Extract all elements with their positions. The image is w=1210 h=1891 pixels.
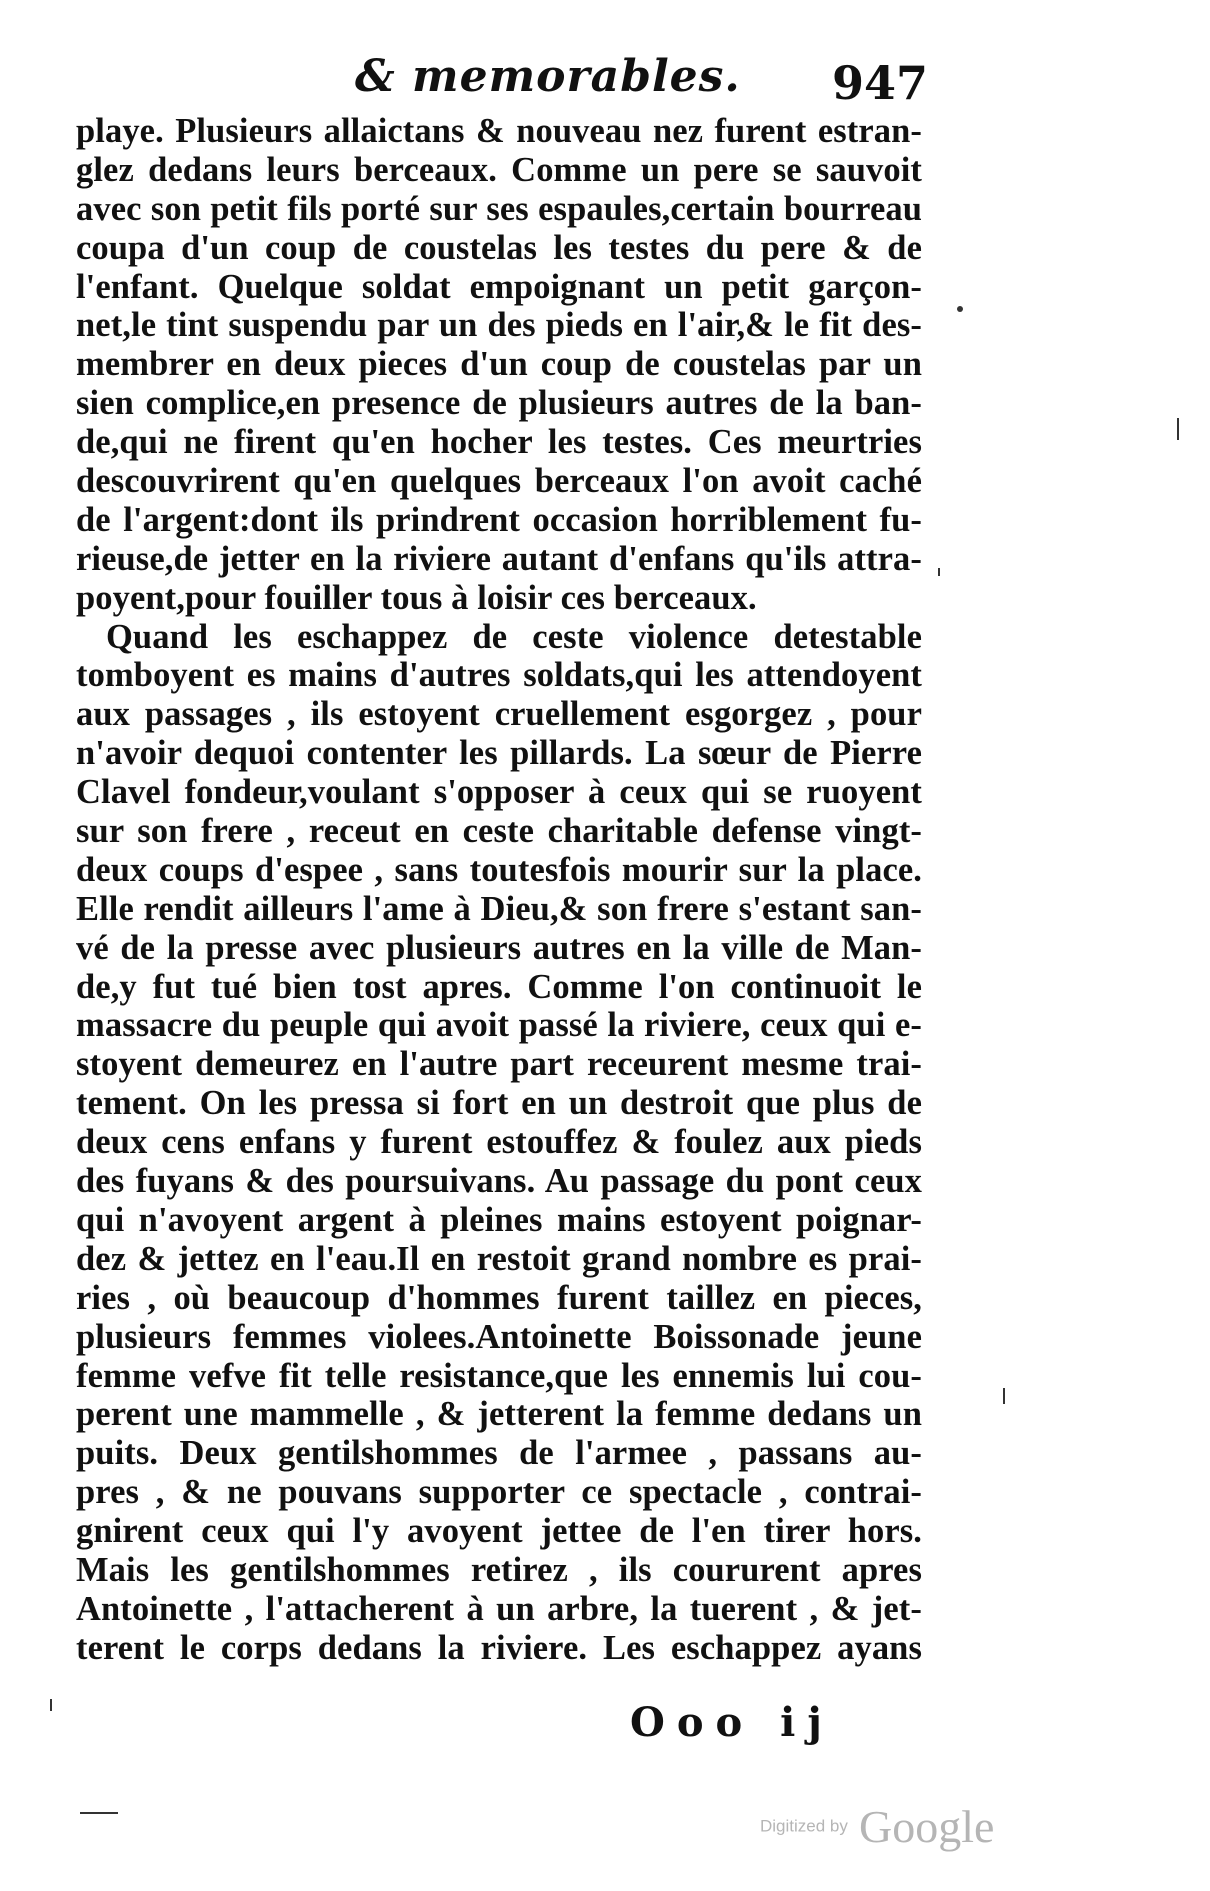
- text-line: net,le tint suspendu par un des pieds en l'air,& le fit des-: [76, 306, 922, 345]
- text-line: playe. Plusieurs allaictans & nouveau nez furent estran-: [76, 112, 922, 150]
- text-line: de l'argent:dont ils prindrent occasion horriblement fu-: [76, 500, 922, 539]
- text-line: deux coups d'espee , sans toutesfois mourir sur la place.: [76, 850, 922, 889]
- text-line: deux cens enfans y furent estouffez & foulez aux pieds: [76, 1123, 922, 1162]
- text-line: membrer en deux pieces d'un coup de coustelas par un: [76, 345, 922, 384]
- text-line: pres , & ne pouvans supporter ce spectacle , contrai-: [76, 1473, 922, 1512]
- scan-speck: [1177, 418, 1179, 440]
- text-line: gnirent ceux qui l'y avoyent jettee de l'en tirer hors.: [76, 1512, 922, 1551]
- text-line: sien complice,en presence de plusieurs autres de la ban-: [76, 384, 922, 423]
- running-title: & memorables.: [355, 51, 741, 102]
- text-line: n'avoir dequoi contenter les pillards. La sœur de Pierre: [76, 734, 922, 773]
- text-line: puits. Deux gentilshommes de l'armee , passans au-: [76, 1434, 922, 1473]
- page-number: 947: [832, 56, 929, 110]
- text-line: de,qui ne firent qu'en hocher les testes. Ces meurtries: [76, 423, 922, 462]
- text-line: rieuse,de jetter en la riviere autant d'enfans qu'ils attra-: [76, 539, 922, 578]
- text-line: coupa d'un coup de coustelas les testes du pere & de: [76, 228, 922, 267]
- text-line: descouvrirent qu'en quelques berceaux l'on avoit caché: [76, 462, 922, 501]
- text-line: dez & jettez en l'eau.Il en restoit grand nombre es prai-: [76, 1239, 922, 1278]
- text-line: Clavel fondeur,voulant s'opposer à ceux qui se ruoyent: [76, 773, 922, 812]
- text-line: femme vefve fit telle resistance,que les ennemis lui cou-: [76, 1356, 922, 1395]
- scan-speck: [957, 306, 963, 312]
- scan-speck: [938, 568, 940, 576]
- text-line: des fuyans & des poursuivans. Au passage du pont ceux: [76, 1162, 922, 1201]
- text-line: Elle rendit ailleurs l'ame à Dieu,& son frere s'estant san-: [76, 889, 922, 928]
- google-logo: Google: [858, 1801, 995, 1852]
- signature-mark: Ooo ij: [630, 1699, 834, 1746]
- text-line: glez dedans leurs berceaux. Comme un pere se sauvoit: [76, 150, 922, 189]
- text-line: Mais les gentilshommes retirez , ils coururent apres: [76, 1550, 922, 1589]
- text-line: Antoinette , l'attacherent à un arbre, la tuerent , & jet-: [76, 1589, 922, 1628]
- scan-speck: [1003, 1388, 1005, 1404]
- text-line: massacre du peuple qui avoit passé la riviere, ceux qui e-: [76, 1006, 922, 1045]
- text-line: vé de la presse avec plusieurs autres en la ville de Man-: [76, 928, 922, 967]
- text-line: aux passages , ils estoyent cruellement esgorgez , pour: [76, 695, 922, 734]
- text-line: de,y fut tué bien tost apres. Comme l'on continuoit le: [76, 967, 922, 1006]
- text-line: Quand les eschappez de ceste violence detestable: [106, 617, 922, 656]
- text-line: plusieurs femmes violees.Antoinette Boissonade jeune: [76, 1317, 922, 1356]
- text-line: perent une mammelle , & jetterent la femme dedans un: [76, 1395, 922, 1434]
- body-text: [76, 112, 922, 1668]
- text-line: sur son frere , receut en ceste charitable defense vingt-: [76, 812, 922, 851]
- watermark-prefix: Digitized by: [760, 1816, 848, 1836]
- scan-speck: [80, 1812, 118, 1814]
- text-line: terent le corps dedans la riviere. Les eschappez ayans: [76, 1628, 922, 1667]
- text-line: tement. On les pressa si fort en un destroit que plus de: [76, 1084, 922, 1123]
- text-line: tomboyent es mains d'autres soldats,qui les attendoyent: [76, 656, 922, 695]
- scan-speck: [50, 1699, 52, 1711]
- text-line: l'enfant. Quelque soldat empoignant un petit garçon-: [76, 267, 922, 306]
- text-line: ries , où beaucoup d'hommes furent taillez en pieces,: [76, 1278, 922, 1317]
- digitized-watermark: [760, 1800, 994, 1853]
- text-line: avec son petit fils porté sur ses espaules,certain bourreau: [76, 189, 922, 228]
- text-line: poyent,pour fouiller tous à loisir ces berceaux.: [76, 578, 757, 617]
- text-line: stoyent demeurez en l'autre part receurent mesme trai-: [76, 1045, 922, 1084]
- text-line: qui n'avoyent argent à pleines mains estoyent poignar-: [76, 1200, 922, 1239]
